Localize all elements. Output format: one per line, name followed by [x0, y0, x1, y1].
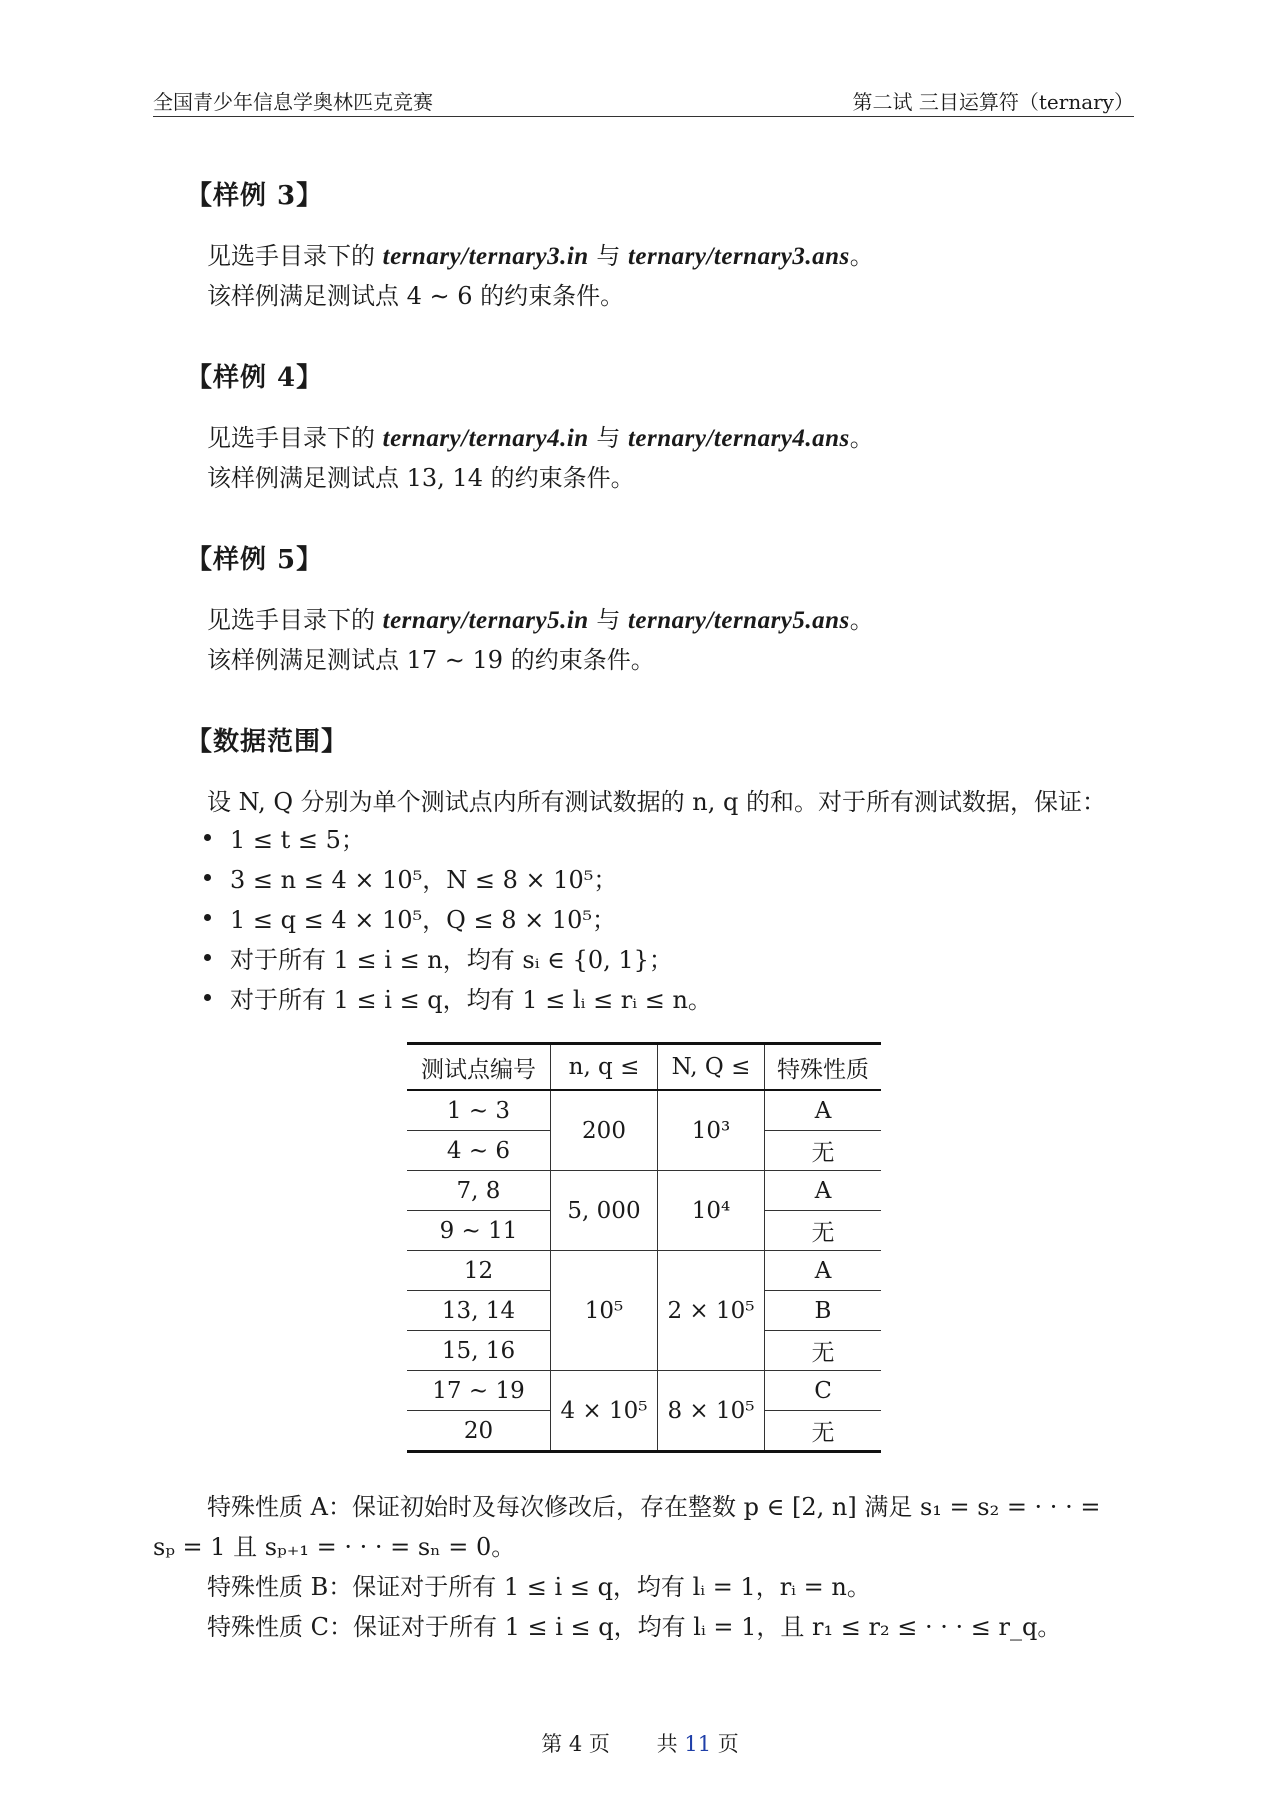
page-total-suffix: 页: [711, 1732, 739, 1756]
sample-4-prefix: 见选手目录下的: [207, 424, 383, 452]
sample-5-prefix: 见选手目录下的: [207, 606, 383, 634]
sample-5-mid: 与: [588, 606, 628, 634]
cell-prop: 无: [765, 1131, 882, 1171]
data-range-intro: 设 N, Q 分别为单个测试点内所有测试数据的 n, q 的和。对于所有测试数据，保证：: [207, 788, 1106, 816]
sample-3-end: 。: [849, 242, 874, 270]
cell-prop: A: [765, 1251, 882, 1291]
cell-NQ: 2 × 10⁵: [658, 1251, 765, 1371]
cell-prop: 无: [765, 1411, 882, 1452]
table-header-row: [407, 1044, 881, 1091]
bullet-dot: [204, 914, 211, 921]
constraint-item: [200, 860, 712, 900]
sample-4-files: [207, 418, 874, 453]
sample-3-prefix: 见选手目录下的: [207, 242, 383, 270]
cell-NQ: 10³: [658, 1090, 765, 1171]
constraint-item: [200, 940, 712, 980]
header-special-property: 特殊性质: [765, 1044, 882, 1091]
table-row: [407, 1251, 881, 1291]
sample-3-mid: 与: [588, 242, 628, 270]
sample-5-in-file: ternary/ternary5.in: [382, 607, 589, 634]
sample-4-ans-file: ternary/ternary4.ans: [627, 425, 850, 452]
table-row: [407, 1090, 881, 1131]
cell-id: 13, 14: [407, 1291, 551, 1331]
sample-3-title: 【样例 3】: [186, 181, 324, 211]
property-c: 特殊性质 C：保证对于所有 1 ≤ i ≤ q，均有 lᵢ = 1，且 r₁ ≤ r₂ ≤ · · · ≤ r_q。: [207, 1613, 1062, 1641]
cell-nq: 4 × 10⁵: [551, 1371, 658, 1452]
sample-5-ans-file: ternary/ternary5.ans: [627, 607, 850, 634]
bullet-dot: [204, 994, 211, 1001]
page-header: [153, 86, 1134, 117]
cell-id: 9 ∼ 11: [407, 1211, 551, 1251]
constraint-item: [200, 820, 712, 860]
sample-4-constraint: 该样例满足测试点 13, 14 的约束条件。: [207, 464, 635, 492]
cell-prop: 无: [765, 1211, 882, 1251]
table-row: [407, 1371, 881, 1411]
property-b: 特殊性质 B：保证对于所有 1 ≤ i ≤ q，均有 lᵢ = 1，rᵢ = n。: [207, 1573, 871, 1601]
cell-id: 20: [407, 1411, 551, 1452]
sample-5-constraint: 该样例满足测试点 17 ∼ 19 的约束条件。: [207, 646, 655, 674]
cell-nq: 200: [551, 1090, 658, 1171]
cell-id: 17 ∼ 19: [407, 1371, 551, 1411]
page-total: [657, 1732, 739, 1756]
page-footer: [0, 1728, 1280, 1758]
header-competition-name: 全国青少年信息学奥林匹克竞赛: [153, 90, 433, 114]
cell-id: 1 ∼ 3: [407, 1090, 551, 1131]
constraint-text: 对于所有 1 ≤ i ≤ n，均有 sᵢ ∈ {0, 1}；: [230, 946, 673, 974]
constraint-item: [200, 900, 712, 940]
sample-3-constraint: 该样例满足测试点 4 ∼ 6 的约束条件。: [207, 282, 625, 310]
sample-3-in-file: ternary/ternary3.in: [382, 243, 589, 270]
sample-3-files: [207, 236, 874, 271]
cell-id: 15, 16: [407, 1331, 551, 1371]
cell-nq: 5, 000: [551, 1171, 658, 1251]
cell-id: 7, 8: [407, 1171, 551, 1211]
constraint-list: [200, 820, 712, 1020]
constraint-text: 1 ≤ q ≤ 4 × 10⁵，Q ≤ 8 × 10⁵；: [230, 906, 617, 934]
bullet-dot: [204, 834, 211, 841]
constraint-text: 对于所有 1 ≤ i ≤ q，均有 1 ≤ lᵢ ≤ rᵢ ≤ n。: [230, 986, 712, 1014]
sample-5-end: 。: [849, 606, 874, 634]
sample-4-mid: 与: [588, 424, 628, 452]
cell-NQ: 10⁴: [658, 1171, 765, 1251]
header-problem-title: 第二试 三目运算符（ternary）: [852, 90, 1134, 114]
table-row: [407, 1171, 881, 1211]
bullet-dot: [204, 874, 211, 881]
header-testcase-id: 测试点编号: [407, 1044, 551, 1091]
data-range-title: 【数据范围】: [186, 727, 349, 757]
cell-prop: 无: [765, 1331, 882, 1371]
header-nq: n, q ≤: [551, 1044, 658, 1091]
testcase-table: [407, 1042, 881, 1453]
constraint-item: [200, 980, 712, 1020]
sample-3-ans-file: ternary/ternary3.ans: [627, 243, 850, 270]
page-total-prefix: 共: [656, 1732, 685, 1756]
cell-NQ: 8 × 10⁵: [658, 1371, 765, 1452]
sample-5-files: [207, 600, 874, 635]
cell-prop: A: [765, 1090, 882, 1131]
constraint-text: 1 ≤ t ≤ 5；: [230, 826, 365, 854]
total-pages-link[interactable]: 11: [684, 1732, 712, 1756]
page-number: 第 4 页: [541, 1732, 610, 1756]
cell-nq: 10⁵: [551, 1251, 658, 1371]
cell-prop: C: [765, 1371, 882, 1411]
sample-4-title: 【样例 4】: [186, 363, 324, 393]
header-NQ: N, Q ≤: [658, 1044, 765, 1091]
sample-4-in-file: ternary/ternary4.in: [382, 425, 589, 452]
sample-5-title: 【样例 5】: [186, 545, 324, 575]
constraint-text: 3 ≤ n ≤ 4 × 10⁵，N ≤ 8 × 10⁵；: [230, 866, 618, 894]
cell-id: 12: [407, 1251, 551, 1291]
cell-prop: B: [765, 1291, 882, 1331]
property-a-line1: 特殊性质 A：保证初始时及每次修改后，存在整数 p ∈ [2, n] 满足 s₁ = s₂ = · · · =: [207, 1493, 1101, 1521]
property-a-line2: sₚ = 1 且 sₚ₊₁ = · · · = sₙ = 0。: [153, 1533, 516, 1561]
bullet-dot: [204, 954, 211, 961]
cell-prop: A: [765, 1171, 882, 1211]
cell-id: 4 ∼ 6: [407, 1131, 551, 1171]
sample-4-end: 。: [849, 424, 874, 452]
